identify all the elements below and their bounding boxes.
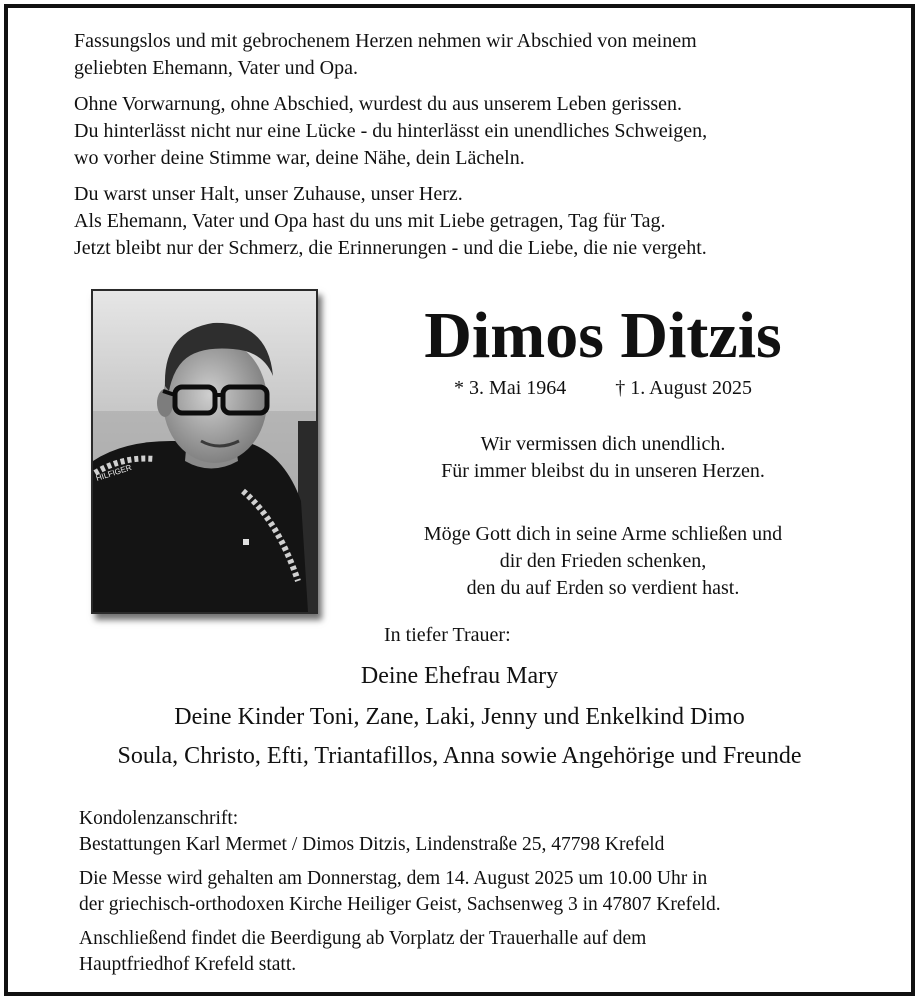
footer-line: Die Messe wird gehalten am Donnerstag, dem 14. August 2025 um 10.00 Uhr in	[79, 868, 708, 889]
intro-line: Jetzt bleibt nur der Schmerz, die Erinnerungen - und die Liebe, die nie vergeht.	[74, 237, 707, 259]
service-details	[79, 806, 879, 986]
deceased-name: Dimos Ditzis	[424, 299, 782, 372]
family-line-relatives: Soula, Christo, Efti, Triantafillos, Anna sowie Angehörige und Freunde	[117, 743, 802, 769]
mass-info	[79, 866, 879, 918]
birth-date: * 3. Mai 1964	[454, 377, 567, 399]
footer-line: Anschließend findet die Beerdigung ab Vorplatz der Trauerhalle auf dem	[79, 928, 647, 949]
verse-miss-you	[360, 431, 846, 485]
death-date: † 1. August 2025	[615, 377, 752, 399]
intro-line: wo vorher deine Stimme war, deine Nähe, dein Lächeln.	[74, 147, 525, 169]
verse-line: Für immer bleibst du in unseren Herzen.	[441, 460, 765, 482]
intro-line: Fassungslos und mit gebrochenem Herzen nehmen wir Abschied von meinem	[74, 30, 697, 52]
intro-line: Du warst unser Halt, unser Zuhause, unser Herz.	[74, 183, 463, 205]
footer-line: Bestattungen Karl Mermet / Dimos Ditzis, Lindenstraße 25, 47798 Krefeld	[79, 834, 665, 855]
footer-line: Hauptfriedhof Krefeld statt.	[79, 954, 297, 975]
intro-line: Ohne Vorwarnung, ohne Abschied, wurdest du aus unserem Leben gerissen.	[74, 93, 683, 115]
family-line-children: Deine Kinder Toni, Zane, Laki, Jenny und Enkelkind Dimo	[174, 704, 745, 730]
intro-paragraph-2	[74, 91, 854, 172]
intro-paragraph-3	[74, 181, 854, 262]
burial-info	[79, 926, 879, 978]
mourning-label: In tiefer Trauer:	[384, 624, 511, 646]
verse-line: Möge Gott dich in seine Arme schließen und	[423, 523, 783, 545]
verse-line: dir den Frieden schenken,	[499, 550, 707, 572]
life-dates	[360, 377, 846, 400]
verse-line: den du auf Erden so verdient hast.	[466, 577, 740, 599]
intro-paragraph-1	[74, 28, 854, 82]
condolence-address	[79, 806, 879, 858]
verse-line: Wir vermissen dich unendlich.	[480, 433, 726, 455]
intro-line: geliebten Ehemann, Vater und Opa.	[74, 57, 358, 79]
footer-line: der griechisch-orthodoxen Kirche Heiliger Geist, Sachsenweg 3 in 47807 Krefeld.	[79, 894, 721, 915]
intro-line: Als Ehemann, Vater und Opa hast du uns mit Liebe getragen, Tag für Tag.	[74, 210, 666, 232]
verse-prayer	[360, 521, 846, 602]
family-line-wife: Deine Ehefrau Mary	[360, 663, 559, 689]
footer-line: Kondolenzanschrift:	[79, 808, 239, 829]
intro-text	[74, 28, 854, 271]
shirt-text: HILFIGER	[94, 462, 133, 483]
intro-line: Du hinterlässt nicht nur eine Lücke - du hinterlässt ein unendliches Schweigen,	[74, 120, 708, 142]
portrait-photo	[91, 289, 318, 614]
